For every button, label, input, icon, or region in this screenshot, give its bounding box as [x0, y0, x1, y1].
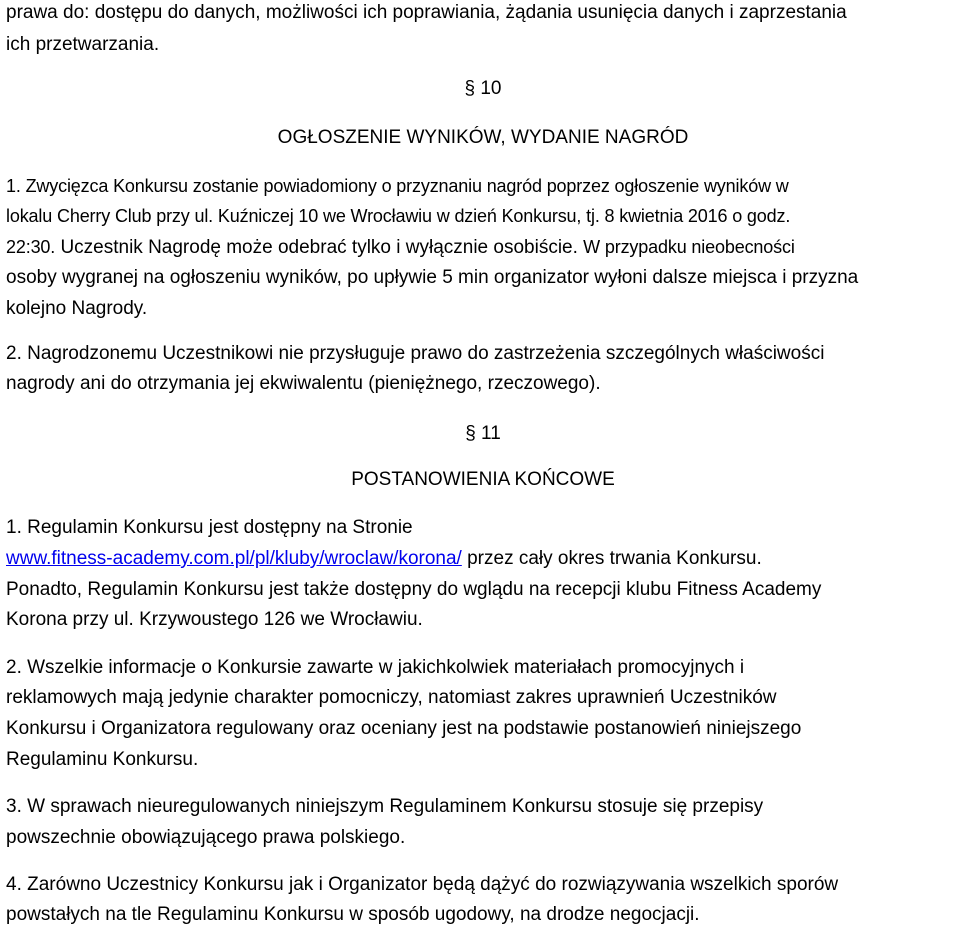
intro-line-2: ich przetwarzania. — [6, 34, 160, 55]
s11-p4-line-1: 4. Zarówno Uczestnicy Konkursu jak i Organizator będą dążyć do rozwiązywania wszelkich sporów — [6, 874, 839, 895]
s10-p1-time: 22:30. — [6, 237, 56, 257]
s11-p2-line-3: Konkursu i Organizatora regulowany oraz oceniany jest na podstawie postanowień niniejszego — [6, 718, 802, 739]
section-10-title: OGŁOSZENIE WYNIKÓW, WYDANIE NAGRÓD — [277, 127, 689, 148]
s10-p2-line-2: nagrody ani do otrzymania jej ekwiwalentu (pieniężnego, rzeczowego). — [6, 373, 601, 394]
s10-p1-line-3 — [6, 235, 795, 260]
regulation-website-link[interactable]: www.fitness-academy.com.pl/pl/kluby/wroclaw/korona/ — [6, 548, 462, 569]
s11-p1-line-3: Ponadto, Regulamin Konkursu jest także dostępny do wglądu na recepcji klubu Fitness Academy — [6, 579, 822, 600]
section-11-number: § 11 — [465, 423, 501, 444]
intro-line-1: prawa do: dostępu do danych, możliwości ich poprawiania, żądania usunięcia danych i zaprzestania — [6, 2, 847, 23]
s11-p3-line-2: powszechnie obowiązującego prawa polskiego. — [6, 827, 406, 848]
s10-p1-line-5: kolejno Nagrody. — [6, 298, 148, 319]
s10-p1-line-1: 1. Zwycięzca Konkursu zostanie powiadomiony o przyznaniu nagród poprzez ogłoszenie wyników w — [6, 176, 789, 196]
s11-p1-line-2-rest: przez cały okres trwania Konkursu. — [461, 548, 762, 569]
s11-p2-line-2: reklamowych mają jedynie charakter pomocniczy, natomiast zakres uprawnień Uczestników — [6, 687, 777, 708]
s10-p1-pickup-rule: Uczestnik Nagrodę może odebrać tylko i wyłącznie osobiście. — [60, 237, 578, 258]
s11-p3-line-1: 3. W sprawach nieuregulowanych niniejszym Regulaminem Konkursu stosuje się przepisy — [6, 796, 764, 817]
section-10-number: § 10 — [464, 78, 502, 99]
s10-p2-line-1: 2. Nagrodzonemu Uczestnikowi nie przysługuje prawo do zastrzeżenia szczególnych właściwości — [6, 343, 825, 364]
s11-p1-line-4: Korona przy ul. Krzywoustego 126 we Wrocławiu. — [6, 609, 423, 630]
section-11-title: POSTANOWIENIA KOŃCOWE — [351, 469, 615, 490]
s10-p1-absence-start: W przypadku nieobecności — [583, 237, 795, 257]
s11-p1-line-1: 1. Regulamin Konkursu jest dostępny na Stronie — [6, 517, 413, 538]
s10-p1-line-2: lokalu Cherry Club przy ul. Kuźniczej 10 we Wrocławiu w dzień Konkursu, tj. 8 kwietnia 2016 o godz. — [6, 206, 791, 226]
s11-p1-line-2 — [6, 547, 762, 571]
s10-p1-line-4: osoby wygranej na ogłoszeniu wyników, po upływie 5 min organizator wyłoni dalsze miejsca i przyzna — [6, 267, 859, 288]
s11-p2-line-1: 2. Wszelkie informacje o Konkursie zawarte w jakichkolwiek materiałach promocyjnych i — [6, 657, 745, 678]
s11-p4-line-2: powstałych na tle Regulaminu Konkursu w sposób ugodowy, na drodze negocjacji. — [6, 904, 700, 925]
s11-p2-line-4: Regulaminu Konkursu. — [6, 749, 199, 770]
